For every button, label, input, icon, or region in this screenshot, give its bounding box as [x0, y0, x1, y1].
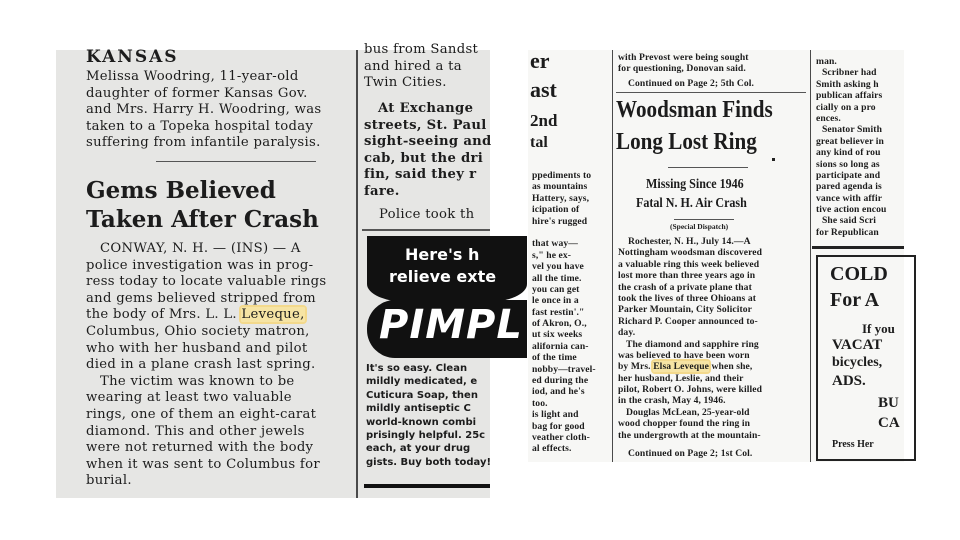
- text-line: pared agenda is: [816, 181, 882, 193]
- text-line: were not returned with the body: [86, 440, 314, 456]
- left-newspaper-clipping: [56, 42, 523, 498]
- text-line: Columbus, Ohio society matron,: [86, 323, 310, 339]
- text-line: vance with affir: [816, 192, 883, 204]
- text-line: The diamond and sapphire ring: [626, 338, 759, 350]
- text-line: rings, one of them an eight-carat: [86, 406, 317, 422]
- text-line: you can get: [532, 283, 580, 295]
- text-line: ppediments to: [532, 170, 592, 181]
- highlighted-name: Elsa Leveque: [653, 361, 710, 373]
- text-line: took the lives of three Ohioans at: [618, 292, 757, 304]
- adjacent-tail: Police took th: [379, 207, 475, 222]
- text-line: Melissa Woodring, 11-year-old: [86, 69, 299, 84]
- ad-line: If you: [862, 321, 895, 336]
- text-line: great believer in: [816, 135, 884, 147]
- headline-line: Taken After Crash: [86, 206, 319, 233]
- text-line: cab, but the dri: [364, 150, 484, 166]
- ad-line: COLD: [830, 263, 888, 285]
- text-line: participate and: [816, 169, 881, 181]
- text-line: Douglas McLean, 25-year-old: [626, 406, 750, 418]
- text-line: was believed to have been worn: [618, 349, 750, 361]
- text-line: as mountains: [532, 181, 588, 193]
- right-column: [816, 56, 886, 238]
- ad-big-word-bubble: [367, 300, 527, 358]
- text-line: cially on a pro: [816, 101, 876, 113]
- ad-top-rule: [812, 246, 904, 249]
- text-line: her husband, Leslie, and their: [618, 372, 744, 384]
- text-line: a valuable ring this week believed: [618, 258, 760, 270]
- text-line: and hired a ta: [364, 58, 462, 74]
- ad-line: VACAT: [832, 337, 883, 353]
- divider: [616, 92, 806, 93]
- text-line-with-highlight: [618, 361, 762, 372]
- ad-headline-bubble: [367, 236, 527, 302]
- text-line: any kind of rou: [816, 147, 881, 159]
- text-line: Rochester, N. H., July 14.—A: [628, 236, 751, 247]
- section-head: KANSAS: [86, 47, 179, 67]
- text-line: The victim was known to be: [100, 373, 295, 389]
- ad-line: Press Her: [832, 439, 874, 450]
- text-line: alifornia can-: [532, 340, 589, 352]
- continued-top: Continued on Page 2; 5th Col.: [628, 78, 755, 89]
- text-line: each, at your drug: [366, 443, 471, 455]
- text-line: fin, said they r: [364, 167, 477, 183]
- text-line: daughter of former Kansas Gov.: [86, 85, 308, 101]
- text-line: It's so easy. Clean: [366, 363, 468, 374]
- headline: [616, 94, 773, 158]
- text-line: Twin Cities.: [364, 75, 447, 91]
- text-line: vel you have: [532, 261, 584, 273]
- gems-story: [86, 241, 326, 490]
- text-line: At Exchange: [378, 101, 474, 116]
- ad-line: For A: [830, 289, 880, 311]
- text-line: iod, and he's: [532, 386, 585, 398]
- adjacent-column: [364, 42, 478, 92]
- text-line: Richard P. Cooper announced to-: [618, 315, 758, 327]
- text-line: with Prevost were being sought: [618, 52, 749, 63]
- ad-big-word: PIMPL: [379, 302, 523, 348]
- far-left-headline-fragments: [530, 50, 557, 154]
- headline-line: Gems Believed: [86, 177, 276, 204]
- text-line: ences.: [816, 112, 841, 124]
- text-line: Parker Mountain, City Solicitor: [618, 304, 753, 316]
- text-line: nobby—travel-: [532, 363, 596, 375]
- text-line: taken to a Topeka hospital today: [86, 118, 314, 134]
- text-line: man.: [816, 56, 837, 67]
- divider: [156, 161, 316, 162]
- fragment: 2nd: [530, 111, 558, 130]
- text-line: ed during the: [532, 375, 589, 387]
- text-line: pilot, Robert O. Johns, were killed: [618, 384, 763, 396]
- far-left-column: [532, 170, 596, 455]
- text-fragment: by Mrs.: [618, 361, 651, 373]
- text-line: burial.: [86, 473, 132, 489]
- text-line: of the time: [532, 352, 577, 364]
- text-line: and gems believed stripped from: [86, 290, 316, 306]
- fragment: ast: [530, 77, 557, 102]
- text-line: who with her husband and pilot: [86, 340, 308, 356]
- text-line: She said Scri: [822, 215, 877, 227]
- headline-line: Long Lost Ring: [616, 129, 757, 155]
- ad-copy: [366, 362, 491, 469]
- text-line: wearing at least two valuable: [86, 390, 292, 406]
- text-line: the crash of a private plane that: [618, 281, 752, 293]
- dispatch: (Special Dispatch): [670, 222, 729, 231]
- text-line: s," he ex-: [532, 249, 572, 261]
- text-line: Nottingham woodsman discovered: [618, 247, 763, 259]
- text-line: Scribner had: [822, 67, 877, 79]
- text-line: Cuticura Soap, then: [366, 389, 478, 401]
- text-line: in the crash, May 4, 1946.: [618, 395, 726, 407]
- text-line: veather cloth-: [532, 431, 590, 443]
- text-line: mildly antiseptic C: [366, 403, 471, 415]
- text-line: the undergrowth at the mountain-: [618, 429, 761, 441]
- text-line: mildly medicated, e: [366, 376, 478, 388]
- column-rule: [356, 50, 358, 498]
- subhead-line: Fatal N. H. Air Crash: [636, 196, 747, 211]
- main-story: [618, 236, 762, 441]
- text-line: wood chopper found the ring in: [618, 418, 751, 430]
- text-line: Senator Smith: [822, 124, 883, 136]
- text-line: lost more than three years ago in: [618, 270, 756, 282]
- text-line: fare.: [364, 183, 400, 199]
- ad-headline-line: Here's h: [405, 245, 480, 264]
- text-line: of Akron, O.,: [532, 318, 587, 330]
- text-line: sions so long as: [816, 158, 880, 170]
- text-line: Hattery, says,: [532, 192, 590, 204]
- column-rule-2: [810, 50, 811, 462]
- fragment: tal: [530, 134, 548, 151]
- text-line: publican affairs: [816, 90, 883, 102]
- subhead: [636, 175, 747, 213]
- text-line: fast restin'.": [532, 306, 585, 318]
- text-line: too.: [532, 397, 548, 409]
- text-fragment: when she,: [711, 361, 753, 373]
- text-line: when it was sent to Columbus for: [86, 456, 320, 472]
- right-newspaper-clipping: [528, 50, 904, 462]
- dateline: CONWAY, N. H. — (INS) — A: [100, 241, 301, 256]
- highlighted-name: Leveque,: [241, 307, 305, 323]
- column-rule-1: [612, 50, 613, 462]
- text-line: streets, St. Paul: [364, 117, 487, 133]
- text-line: and Mrs. Harry H. Woodring, was: [86, 102, 322, 118]
- ad-headline: [389, 244, 496, 288]
- headline-line: Woodsman Finds: [616, 97, 773, 123]
- text-line: bag for good: [532, 420, 585, 432]
- text-line: day.: [618, 327, 636, 339]
- text-line: ress today to locate valuable rings: [86, 274, 327, 290]
- text-line: prisingly helpful. 25c: [366, 429, 486, 441]
- ad-line: ADS.: [832, 373, 866, 389]
- text-line: al effects.: [532, 443, 572, 455]
- text-line: le once in a: [532, 295, 579, 307]
- text-fragment: the body of Mrs. L. L.: [86, 307, 237, 323]
- ad-box: [816, 255, 916, 461]
- text-line: sight-seeing and: [364, 134, 492, 150]
- headline-dot: [772, 158, 775, 161]
- text-line: all the time.: [532, 272, 582, 284]
- subhead-line: Missing Since 1946: [646, 177, 744, 192]
- divider: [668, 167, 748, 168]
- text-line: died in a plane crash last spring.: [86, 357, 316, 373]
- fragment: er: [530, 48, 550, 73]
- divider: [674, 219, 734, 220]
- text-line: that way—: [532, 238, 578, 250]
- top-lines: [618, 52, 749, 75]
- text-line: gists. Buy both today!: [366, 456, 492, 468]
- ad-top-rule: [362, 229, 490, 231]
- text-line: icipation of: [532, 204, 580, 216]
- ad-line: BU: [878, 395, 899, 411]
- adjacent-bold-column: [364, 101, 492, 201]
- text-line: Smith asking h: [816, 78, 879, 90]
- text-line: suffering from infantile paralysis.: [86, 135, 321, 151]
- headline: [86, 176, 319, 234]
- continued-bottom: Continued on Page 2; 1st Col.: [628, 448, 753, 459]
- text-line: for questioning, Donovan said.: [618, 63, 746, 75]
- kansas-story: [86, 69, 321, 152]
- text-line-with-highlight: [86, 307, 326, 324]
- ad-bottom-bar: [364, 484, 490, 488]
- ad-line: CA: [878, 415, 900, 431]
- text-line: ut six weeks: [532, 329, 583, 341]
- text-line: world-known combi: [366, 416, 477, 428]
- text-line: bus from Sandst: [364, 42, 479, 57]
- ad-line: bicycles,: [832, 355, 883, 370]
- text-line: diamond. This and other jewels: [86, 423, 305, 439]
- text-line: hire's rugged: [532, 215, 588, 227]
- text-line: for Republican: [816, 226, 879, 238]
- text-line: tive action encou: [816, 204, 887, 216]
- text-line: [532, 227, 596, 238]
- text-line: is light and: [532, 409, 579, 421]
- ad-headline-line: relieve exte: [389, 267, 497, 286]
- text-line: police investigation was in prog-: [86, 257, 314, 273]
